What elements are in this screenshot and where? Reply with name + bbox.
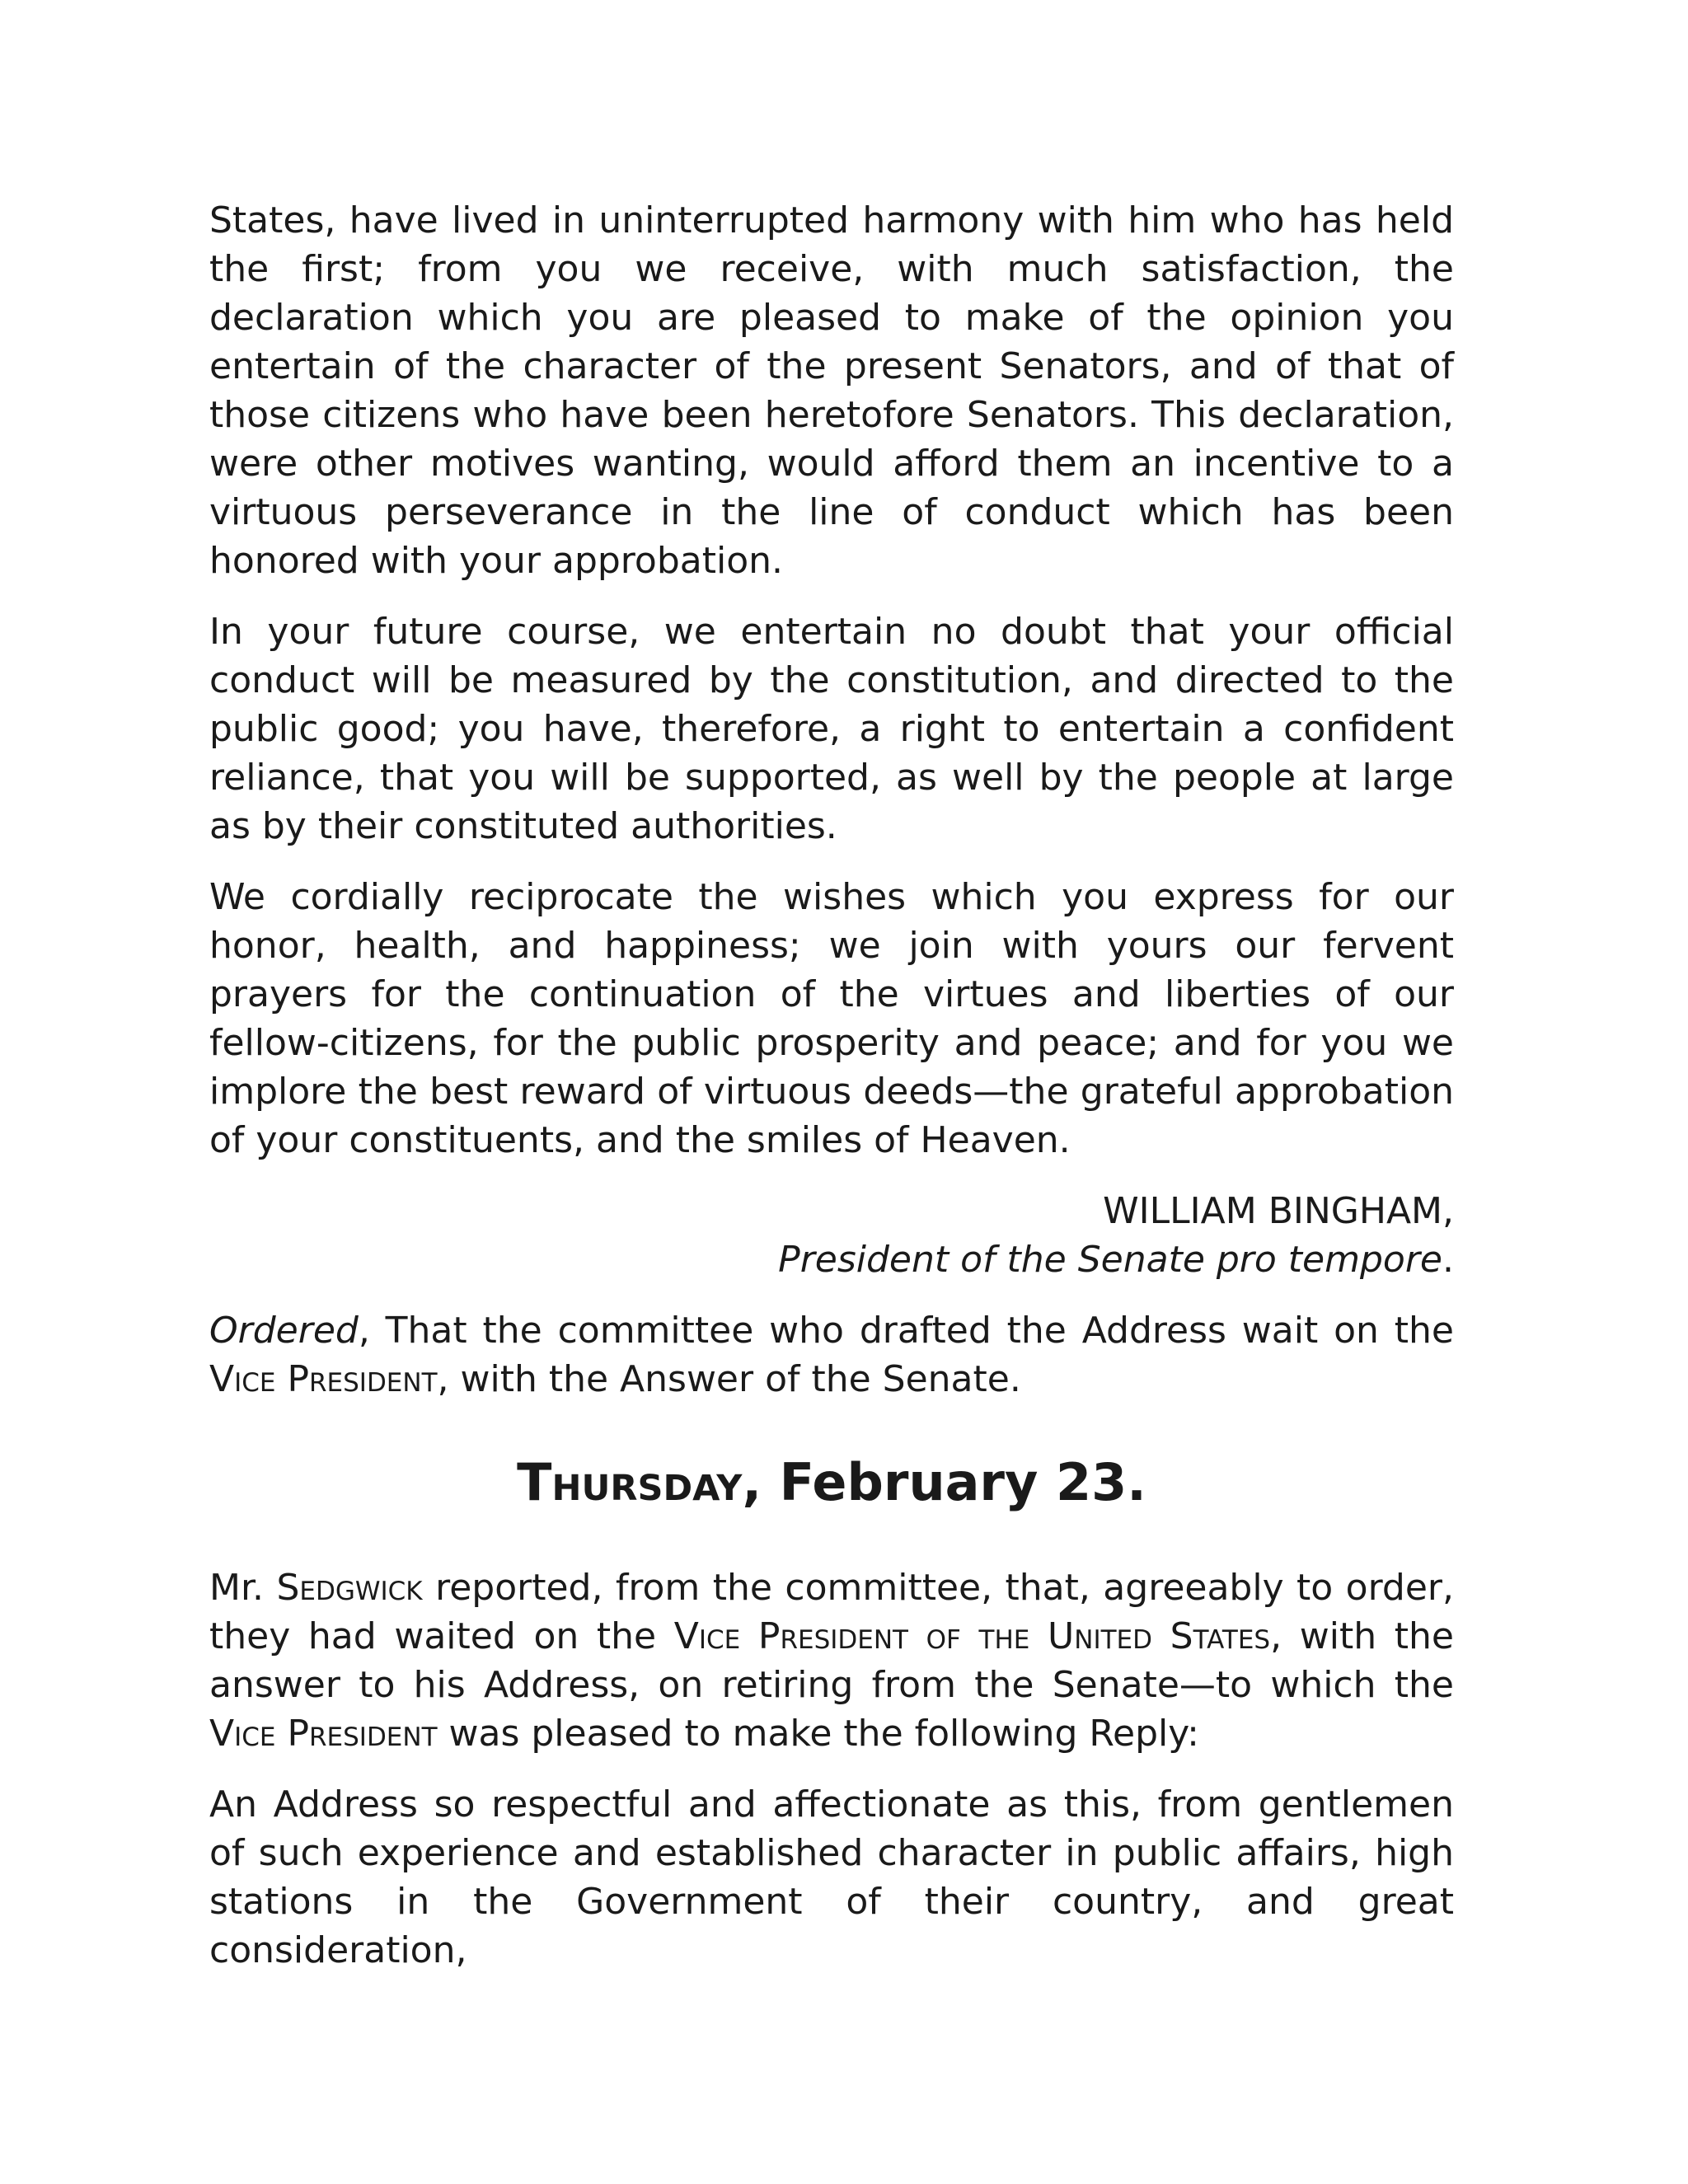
paragraph-harmony: States, have lived in uninterrupted harmony with him who has held the first; from you we receive, with much satisfaction, the declaration which you are pleased to make of the opinion you entertain of the character of the present Senators, and of that of those citizens who have been heretofore Senators. This declaration, were other motives wanting, would afford them an incentive to a virtuous perseverance in the line of conduct which has been honored with your approbation. <box>209 199 1454 582</box>
report-sedgwick: Sedgwick <box>276 1567 423 1609</box>
paragraph-reciprocate: We cordially reciprocate the wishes which you express for our honor, health, and happiness; we join with yours our fervent prayers for the continuation of the virtues and liberties of our fellow-citizens, for the public prosperity and peace; and for you we implore the best reward of virtuous deeds—the grateful approbation of your constituents, and the smiles of Heaven. <box>209 876 1454 1161</box>
ordered-text-1: , That the committee who drafted the Address wait on the <box>358 1310 1454 1352</box>
ordered-vice-president: Vice President <box>209 1358 438 1400</box>
signature-name: WILLIAM BINGHAM, <box>1103 1190 1454 1232</box>
heading-day: Thursday <box>517 1452 743 1512</box>
document-page <box>209 196 1454 1997</box>
signature-block <box>209 1187 1454 1284</box>
paragraph-reply: An Address so respectful and affectionate as this, from gentlemen of such experience and established character in public affairs, high stations in the Government of their country, and great consideration, <box>209 1783 1454 1971</box>
report-text-1: Mr. <box>209 1567 277 1609</box>
paragraph-report <box>209 1563 1454 1758</box>
ordered-lead: Ordered <box>209 1310 359 1352</box>
signature-title: President of the Senate pro tempore <box>778 1239 1442 1281</box>
signature-title-line <box>209 1235 1454 1284</box>
report-text-3: , with the answer to his Address, on retiring from the Senate—to which the <box>209 1615 1454 1706</box>
report-vice-president-us: Vice President of the United States <box>673 1615 1271 1657</box>
report-text-4: was pleased to make the following Reply: <box>437 1713 1199 1755</box>
heading-date: , February 23. <box>742 1452 1146 1512</box>
paragraph-future-course: In your future course, we entertain no doubt that your official conduct will be measured by the constitution, and directed to the public good; you have, therefore, a right to entertain a confident reliance, that you will be supported, as well by the people at large as by their constituted authorities. <box>209 611 1454 847</box>
ordered-text-2: , with the Answer of the Senate. <box>437 1358 1021 1400</box>
date-heading <box>209 1450 1454 1516</box>
report-vice-president: Vice President <box>209 1713 438 1755</box>
report-text-2: reported, from the committee, that, agreeably to order, they had waited on the <box>209 1567 1454 1657</box>
signature-title-punct: . <box>1442 1239 1454 1281</box>
paragraph-ordered <box>209 1306 1454 1404</box>
